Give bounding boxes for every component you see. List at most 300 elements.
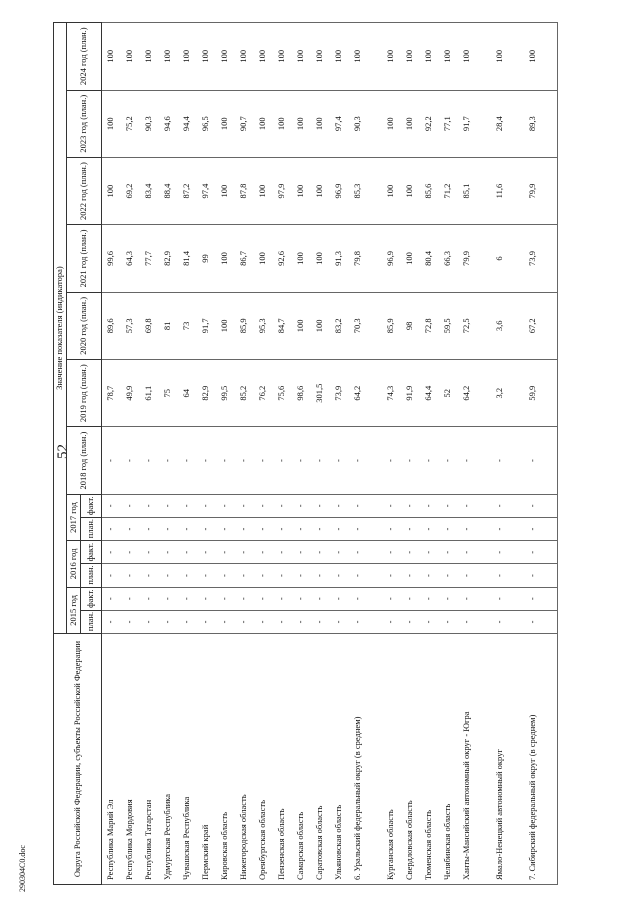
value-cell: - xyxy=(197,494,216,517)
value-cell: 100 xyxy=(216,225,235,292)
value-cell: - xyxy=(140,517,159,540)
value-cell: - xyxy=(292,564,311,587)
value-cell: 85,2 xyxy=(235,360,254,427)
value-cell: - xyxy=(420,427,439,494)
value-cell: - xyxy=(197,587,216,610)
value-cell: - xyxy=(178,427,197,494)
value-cell: - xyxy=(491,610,524,633)
value-cell: - xyxy=(382,517,401,540)
value-cell: - xyxy=(524,587,558,610)
value-cell: 71,2 xyxy=(439,157,458,224)
value-cell: - xyxy=(439,587,458,610)
value-cell: - xyxy=(524,494,558,517)
value-cell: - xyxy=(349,564,382,587)
value-cell: 100 xyxy=(491,23,524,91)
value-cell: 73,9 xyxy=(524,225,558,292)
year-header-2021: 2021 год (план.) xyxy=(67,225,102,292)
value-cell: - xyxy=(349,494,382,517)
value-cell: 100 xyxy=(254,90,273,157)
value-cell: 64,4 xyxy=(420,360,439,427)
value-cell: 75,6 xyxy=(273,360,292,427)
region-name-cell: Саратовская область xyxy=(311,634,330,885)
value-cell: - xyxy=(121,494,140,517)
table-row xyxy=(524,23,558,885)
region-name-cell: Ханты-Мансийский автономный округ - Югра xyxy=(458,634,491,885)
value-cell: - xyxy=(292,610,311,633)
value-cell: - xyxy=(102,494,122,517)
value-cell: - xyxy=(382,610,401,633)
value-cell: 85,9 xyxy=(382,292,401,359)
value-cell: - xyxy=(197,517,216,540)
value-cell: 91,9 xyxy=(401,360,420,427)
value-cell: 87,2 xyxy=(178,157,197,224)
value-cell: - xyxy=(330,427,349,494)
value-cell: - xyxy=(216,494,235,517)
table-row xyxy=(439,23,458,885)
value-cell: 76,2 xyxy=(254,360,273,427)
value-cell: 100 xyxy=(311,157,330,224)
value-cell: - xyxy=(311,541,330,564)
value-cell: - xyxy=(254,587,273,610)
value-cell: - xyxy=(140,494,159,517)
value-cell: - xyxy=(349,517,382,540)
value-cell: - xyxy=(159,427,178,494)
table-row xyxy=(197,23,216,885)
value-cell: - xyxy=(439,564,458,587)
value-cell: - xyxy=(178,541,197,564)
value-cell: - xyxy=(140,587,159,610)
region-name-cell: Самарская область xyxy=(292,634,311,885)
value-cell: - xyxy=(216,517,235,540)
value-cell: - xyxy=(273,494,292,517)
value-cell: - xyxy=(178,517,197,540)
value-cell: 97,9 xyxy=(273,157,292,224)
value-cell: 70,3 xyxy=(349,292,382,359)
region-column-header: Округа Российской Федерации, субъекты Российской Федерации xyxy=(54,634,102,885)
value-cell: - xyxy=(458,610,491,633)
value-cell: 3,2 xyxy=(491,360,524,427)
value-cell: 100 xyxy=(254,23,273,91)
value-cell: - xyxy=(292,587,311,610)
value-cell: 75,2 xyxy=(121,90,140,157)
value-cell: - xyxy=(121,610,140,633)
value-cell: - xyxy=(382,541,401,564)
value-cell: 100 xyxy=(311,225,330,292)
value-cell: 100 xyxy=(216,292,235,359)
value-cell: - xyxy=(292,517,311,540)
value-cell: 77,1 xyxy=(439,90,458,157)
table-row xyxy=(349,23,382,885)
value-cell: 98 xyxy=(401,292,420,359)
year-header-2017: 2017 год xyxy=(67,494,81,540)
value-cell: 100 xyxy=(159,23,178,91)
table-row xyxy=(159,23,178,885)
value-cell: - xyxy=(330,587,349,610)
value-cell: 100 xyxy=(401,23,420,91)
value-cell: - xyxy=(178,587,197,610)
value-cell: 100 xyxy=(140,23,159,91)
value-cell: 81,4 xyxy=(178,225,197,292)
value-cell: - xyxy=(197,427,216,494)
value-cell: 96,5 xyxy=(197,90,216,157)
value-cell: 301,5 xyxy=(311,360,330,427)
value-cell: 97,4 xyxy=(197,157,216,224)
table-row xyxy=(330,23,349,885)
value-cell: - xyxy=(197,541,216,564)
value-cell: 72,5 xyxy=(458,292,491,359)
value-cell: 90,3 xyxy=(349,90,382,157)
value-cell: - xyxy=(235,494,254,517)
value-cell: 98,6 xyxy=(292,360,311,427)
value-cell: - xyxy=(102,517,122,540)
value-cell: - xyxy=(102,564,122,587)
value-cell: - xyxy=(254,517,273,540)
value-cell: 74,3 xyxy=(382,360,401,427)
year-header-2016: 2016 год xyxy=(67,541,81,587)
plan-subheader: план. xyxy=(81,517,102,540)
value-cell: 94,4 xyxy=(178,90,197,157)
table-row xyxy=(235,23,254,885)
value-cell: - xyxy=(159,517,178,540)
value-cell: 28,4 xyxy=(491,90,524,157)
fact-subheader: факт. xyxy=(81,494,102,517)
value-cell: 97,4 xyxy=(330,90,349,157)
value-cell: 100 xyxy=(292,225,311,292)
table-row xyxy=(420,23,439,885)
value-cell: - xyxy=(420,587,439,610)
value-cell: 61,1 xyxy=(140,360,159,427)
value-cell: - xyxy=(140,541,159,564)
table-row xyxy=(273,23,292,885)
value-cell: - xyxy=(311,564,330,587)
value-cell: - xyxy=(524,517,558,540)
value-cell: - xyxy=(235,427,254,494)
value-cell: 100 xyxy=(102,90,122,157)
value-cell: 100 xyxy=(216,157,235,224)
region-name-cell: Нижегородская область xyxy=(235,634,254,885)
value-cell: - xyxy=(140,610,159,633)
value-cell: - xyxy=(292,541,311,564)
value-cell: 100 xyxy=(292,90,311,157)
value-cell: - xyxy=(178,494,197,517)
value-cell: 11,6 xyxy=(491,157,524,224)
value-cell: - xyxy=(491,564,524,587)
value-cell: 73 xyxy=(178,292,197,359)
value-cell: - xyxy=(102,587,122,610)
value-cell: - xyxy=(235,610,254,633)
value-cell: 100 xyxy=(216,23,235,91)
value-cell: 100 xyxy=(178,23,197,91)
value-cell: - xyxy=(216,427,235,494)
value-cell: - xyxy=(254,494,273,517)
region-name-cell: Республика Татарстан xyxy=(140,634,159,885)
value-cell: - xyxy=(401,564,420,587)
value-cell: 100 xyxy=(311,292,330,359)
value-cell: - xyxy=(311,494,330,517)
value-cell: 100 xyxy=(524,23,558,91)
value-cell: 67,2 xyxy=(524,292,558,359)
value-cell: 69,8 xyxy=(140,292,159,359)
table-row xyxy=(401,23,420,885)
region-name-cell: Пермский край xyxy=(197,634,216,885)
value-cell: - xyxy=(524,541,558,564)
year-header-2022: 2022 год (план.) xyxy=(67,157,102,224)
value-cell: 96,9 xyxy=(330,157,349,224)
value-cell: 85,3 xyxy=(349,157,382,224)
value-cell: - xyxy=(439,427,458,494)
value-cell: 100 xyxy=(292,23,311,91)
value-cell: 100 xyxy=(102,157,122,224)
value-cell: - xyxy=(178,610,197,633)
table-row xyxy=(458,23,491,885)
table-row xyxy=(121,23,140,885)
value-cell: 89,6 xyxy=(102,292,122,359)
table-header xyxy=(54,23,102,885)
value-cell: - xyxy=(159,610,178,633)
value-cell: 6 xyxy=(491,225,524,292)
value-cell: - xyxy=(121,587,140,610)
region-name-cell: Челябинская область xyxy=(439,634,458,885)
value-cell: - xyxy=(524,610,558,633)
region-name-cell: Ульяновская область xyxy=(330,634,349,885)
fact-subheader: факт. xyxy=(81,541,102,564)
value-cell: 100 xyxy=(349,23,382,91)
value-cell: - xyxy=(524,427,558,494)
value-cell: - xyxy=(121,517,140,540)
value-cell: 85,6 xyxy=(420,157,439,224)
value-cell: 100 xyxy=(273,23,292,91)
value-cell: 89,3 xyxy=(524,90,558,157)
value-cell: - xyxy=(401,494,420,517)
value-cell: 87,8 xyxy=(235,157,254,224)
value-cell: - xyxy=(382,427,401,494)
value-cell: - xyxy=(458,494,491,517)
value-cell: - xyxy=(382,564,401,587)
value-cell: 100 xyxy=(439,23,458,91)
value-cell: - xyxy=(401,610,420,633)
value-cell: 57,3 xyxy=(121,292,140,359)
value-cell: - xyxy=(311,427,330,494)
value-cell: 94,6 xyxy=(159,90,178,157)
table-row xyxy=(178,23,197,885)
value-cell: - xyxy=(349,427,382,494)
value-cell: - xyxy=(349,587,382,610)
value-cell: 72,8 xyxy=(420,292,439,359)
region-name-cell: Тюменская область xyxy=(420,634,439,885)
value-cell: 79,9 xyxy=(524,157,558,224)
value-cell: 96,9 xyxy=(382,225,401,292)
value-cell: 91,7 xyxy=(197,292,216,359)
value-cell: - xyxy=(439,541,458,564)
value-cell: 77,7 xyxy=(140,225,159,292)
plan-subheader: план. xyxy=(81,610,102,633)
value-cell: 85,9 xyxy=(235,292,254,359)
value-cell: 82,9 xyxy=(197,360,216,427)
value-cell: 100 xyxy=(382,90,401,157)
value-cell: - xyxy=(216,564,235,587)
value-cell: - xyxy=(420,517,439,540)
region-name-cell: Удмуртская Республика xyxy=(159,634,178,885)
value-cell: - xyxy=(197,610,216,633)
table-row xyxy=(102,23,122,885)
value-cell: 99,6 xyxy=(102,225,122,292)
value-cell: 99 xyxy=(197,225,216,292)
value-cell: - xyxy=(401,427,420,494)
value-cell: - xyxy=(330,564,349,587)
value-cell: - xyxy=(330,517,349,540)
region-name-cell: 7. Сибирский федеральный округ (в среднем) xyxy=(524,634,558,885)
region-name-cell: Курганская область xyxy=(382,634,401,885)
year-header-2024: 2024 год (план.) xyxy=(67,23,102,91)
value-cell: - xyxy=(458,517,491,540)
value-cell: - xyxy=(254,427,273,494)
value-cell: - xyxy=(197,564,216,587)
value-cell: 88,4 xyxy=(159,157,178,224)
value-cell: 64,2 xyxy=(349,360,382,427)
value-cell: 79,8 xyxy=(349,225,382,292)
value-cell: 64 xyxy=(178,360,197,427)
table-body xyxy=(102,23,558,885)
region-name-cell: Республика Марий Эл xyxy=(102,634,122,885)
value-cell: - xyxy=(420,494,439,517)
value-cell: - xyxy=(458,427,491,494)
value-cell: 75 xyxy=(159,360,178,427)
value-cell: 100 xyxy=(311,90,330,157)
value-cell: 100 xyxy=(216,90,235,157)
value-cell: - xyxy=(458,541,491,564)
value-cell: - xyxy=(159,564,178,587)
value-cell: 85,1 xyxy=(458,157,491,224)
region-name-cell: Республика Мордовия xyxy=(121,634,140,885)
value-cell: 64,2 xyxy=(458,360,491,427)
value-cell: - xyxy=(235,587,254,610)
value-cell: - xyxy=(491,517,524,540)
value-cell: - xyxy=(159,587,178,610)
value-cell: - xyxy=(292,494,311,517)
value-cell: - xyxy=(273,610,292,633)
value-cell: - xyxy=(330,494,349,517)
value-cell: - xyxy=(235,517,254,540)
value-cell: - xyxy=(420,564,439,587)
indicator-table xyxy=(53,22,558,885)
value-cell: - xyxy=(235,541,254,564)
value-cell: 100 xyxy=(292,157,311,224)
value-cell: 91,3 xyxy=(330,225,349,292)
value-cell: 100 xyxy=(458,23,491,91)
table-row xyxy=(491,23,524,885)
value-cell: 100 xyxy=(235,23,254,91)
value-cell: - xyxy=(235,564,254,587)
year-header-2023: 2023 год (план.) xyxy=(67,90,102,157)
value-cell: - xyxy=(273,427,292,494)
value-cell: - xyxy=(121,427,140,494)
value-cell: - xyxy=(458,564,491,587)
value-cell: 95,3 xyxy=(254,292,273,359)
region-name-cell: Чувашская Республика xyxy=(178,634,197,885)
value-cell: 90,7 xyxy=(235,90,254,157)
value-cell: - xyxy=(254,610,273,633)
value-cell: - xyxy=(121,564,140,587)
value-cell: 59,5 xyxy=(439,292,458,359)
year-header-2015: 2015 год xyxy=(67,587,81,633)
value-cell: - xyxy=(524,564,558,587)
value-cell: 49,9 xyxy=(121,360,140,427)
value-cell: 3,6 xyxy=(491,292,524,359)
value-cell: 100 xyxy=(121,23,140,91)
value-cell: 100 xyxy=(401,90,420,157)
value-cell: - xyxy=(491,541,524,564)
value-cell: - xyxy=(349,610,382,633)
year-header-2019: 2019 год (план.) xyxy=(67,360,102,427)
value-cell: - xyxy=(330,610,349,633)
value-cell: - xyxy=(420,610,439,633)
value-cell: - xyxy=(311,587,330,610)
page-number: 52 xyxy=(55,444,71,459)
value-cell: - xyxy=(491,427,524,494)
value-cell: - xyxy=(491,494,524,517)
value-cell: 66,3 xyxy=(439,225,458,292)
value-cell: - xyxy=(216,610,235,633)
rotated-table-container xyxy=(53,22,638,885)
value-cell: - xyxy=(330,541,349,564)
value-cell: 81 xyxy=(159,292,178,359)
value-cell: - xyxy=(273,587,292,610)
region-name-cell: Свердловская область xyxy=(401,634,420,885)
value-cell: 100 xyxy=(102,23,122,91)
value-cell: 83,2 xyxy=(330,292,349,359)
value-cell: - xyxy=(102,541,122,564)
value-cell: 100 xyxy=(382,23,401,91)
table-row xyxy=(254,23,273,885)
value-cell: 91,7 xyxy=(458,90,491,157)
value-cell: 73,9 xyxy=(330,360,349,427)
footer-filename: 290304C0.doc xyxy=(18,845,27,892)
value-cell: 100 xyxy=(401,157,420,224)
value-cell: - xyxy=(401,517,420,540)
value-cell: 78,7 xyxy=(102,360,122,427)
value-cell: 100 xyxy=(330,23,349,91)
indicator-group-header: Значение показателя (индикатора) xyxy=(54,23,67,634)
region-name-cell: Оренбургская область xyxy=(254,634,273,885)
value-cell: - xyxy=(491,587,524,610)
value-cell: 90,3 xyxy=(140,90,159,157)
value-cell: - xyxy=(382,494,401,517)
plan-subheader: план. xyxy=(81,564,102,587)
value-cell: - xyxy=(439,517,458,540)
table-row xyxy=(292,23,311,885)
value-cell: - xyxy=(401,541,420,564)
value-cell: - xyxy=(382,587,401,610)
table-row xyxy=(216,23,235,885)
value-cell: 100 xyxy=(311,23,330,91)
value-cell: - xyxy=(458,587,491,610)
fact-subheader: факт. xyxy=(81,587,102,610)
value-cell: - xyxy=(102,427,122,494)
value-cell: - xyxy=(178,564,197,587)
value-cell: - xyxy=(349,541,382,564)
value-cell: 52 xyxy=(439,360,458,427)
value-cell: 80,4 xyxy=(420,225,439,292)
table-row xyxy=(140,23,159,885)
region-name-cell: 6. Уральский федеральный округ (в среднем) xyxy=(349,634,382,885)
value-cell: 100 xyxy=(197,23,216,91)
year-header-2018: 2018 год (план.) xyxy=(67,427,102,494)
value-cell: - xyxy=(273,564,292,587)
value-cell: 100 xyxy=(382,157,401,224)
table-row xyxy=(382,23,401,885)
value-cell: 100 xyxy=(401,225,420,292)
value-cell: 92,6 xyxy=(273,225,292,292)
